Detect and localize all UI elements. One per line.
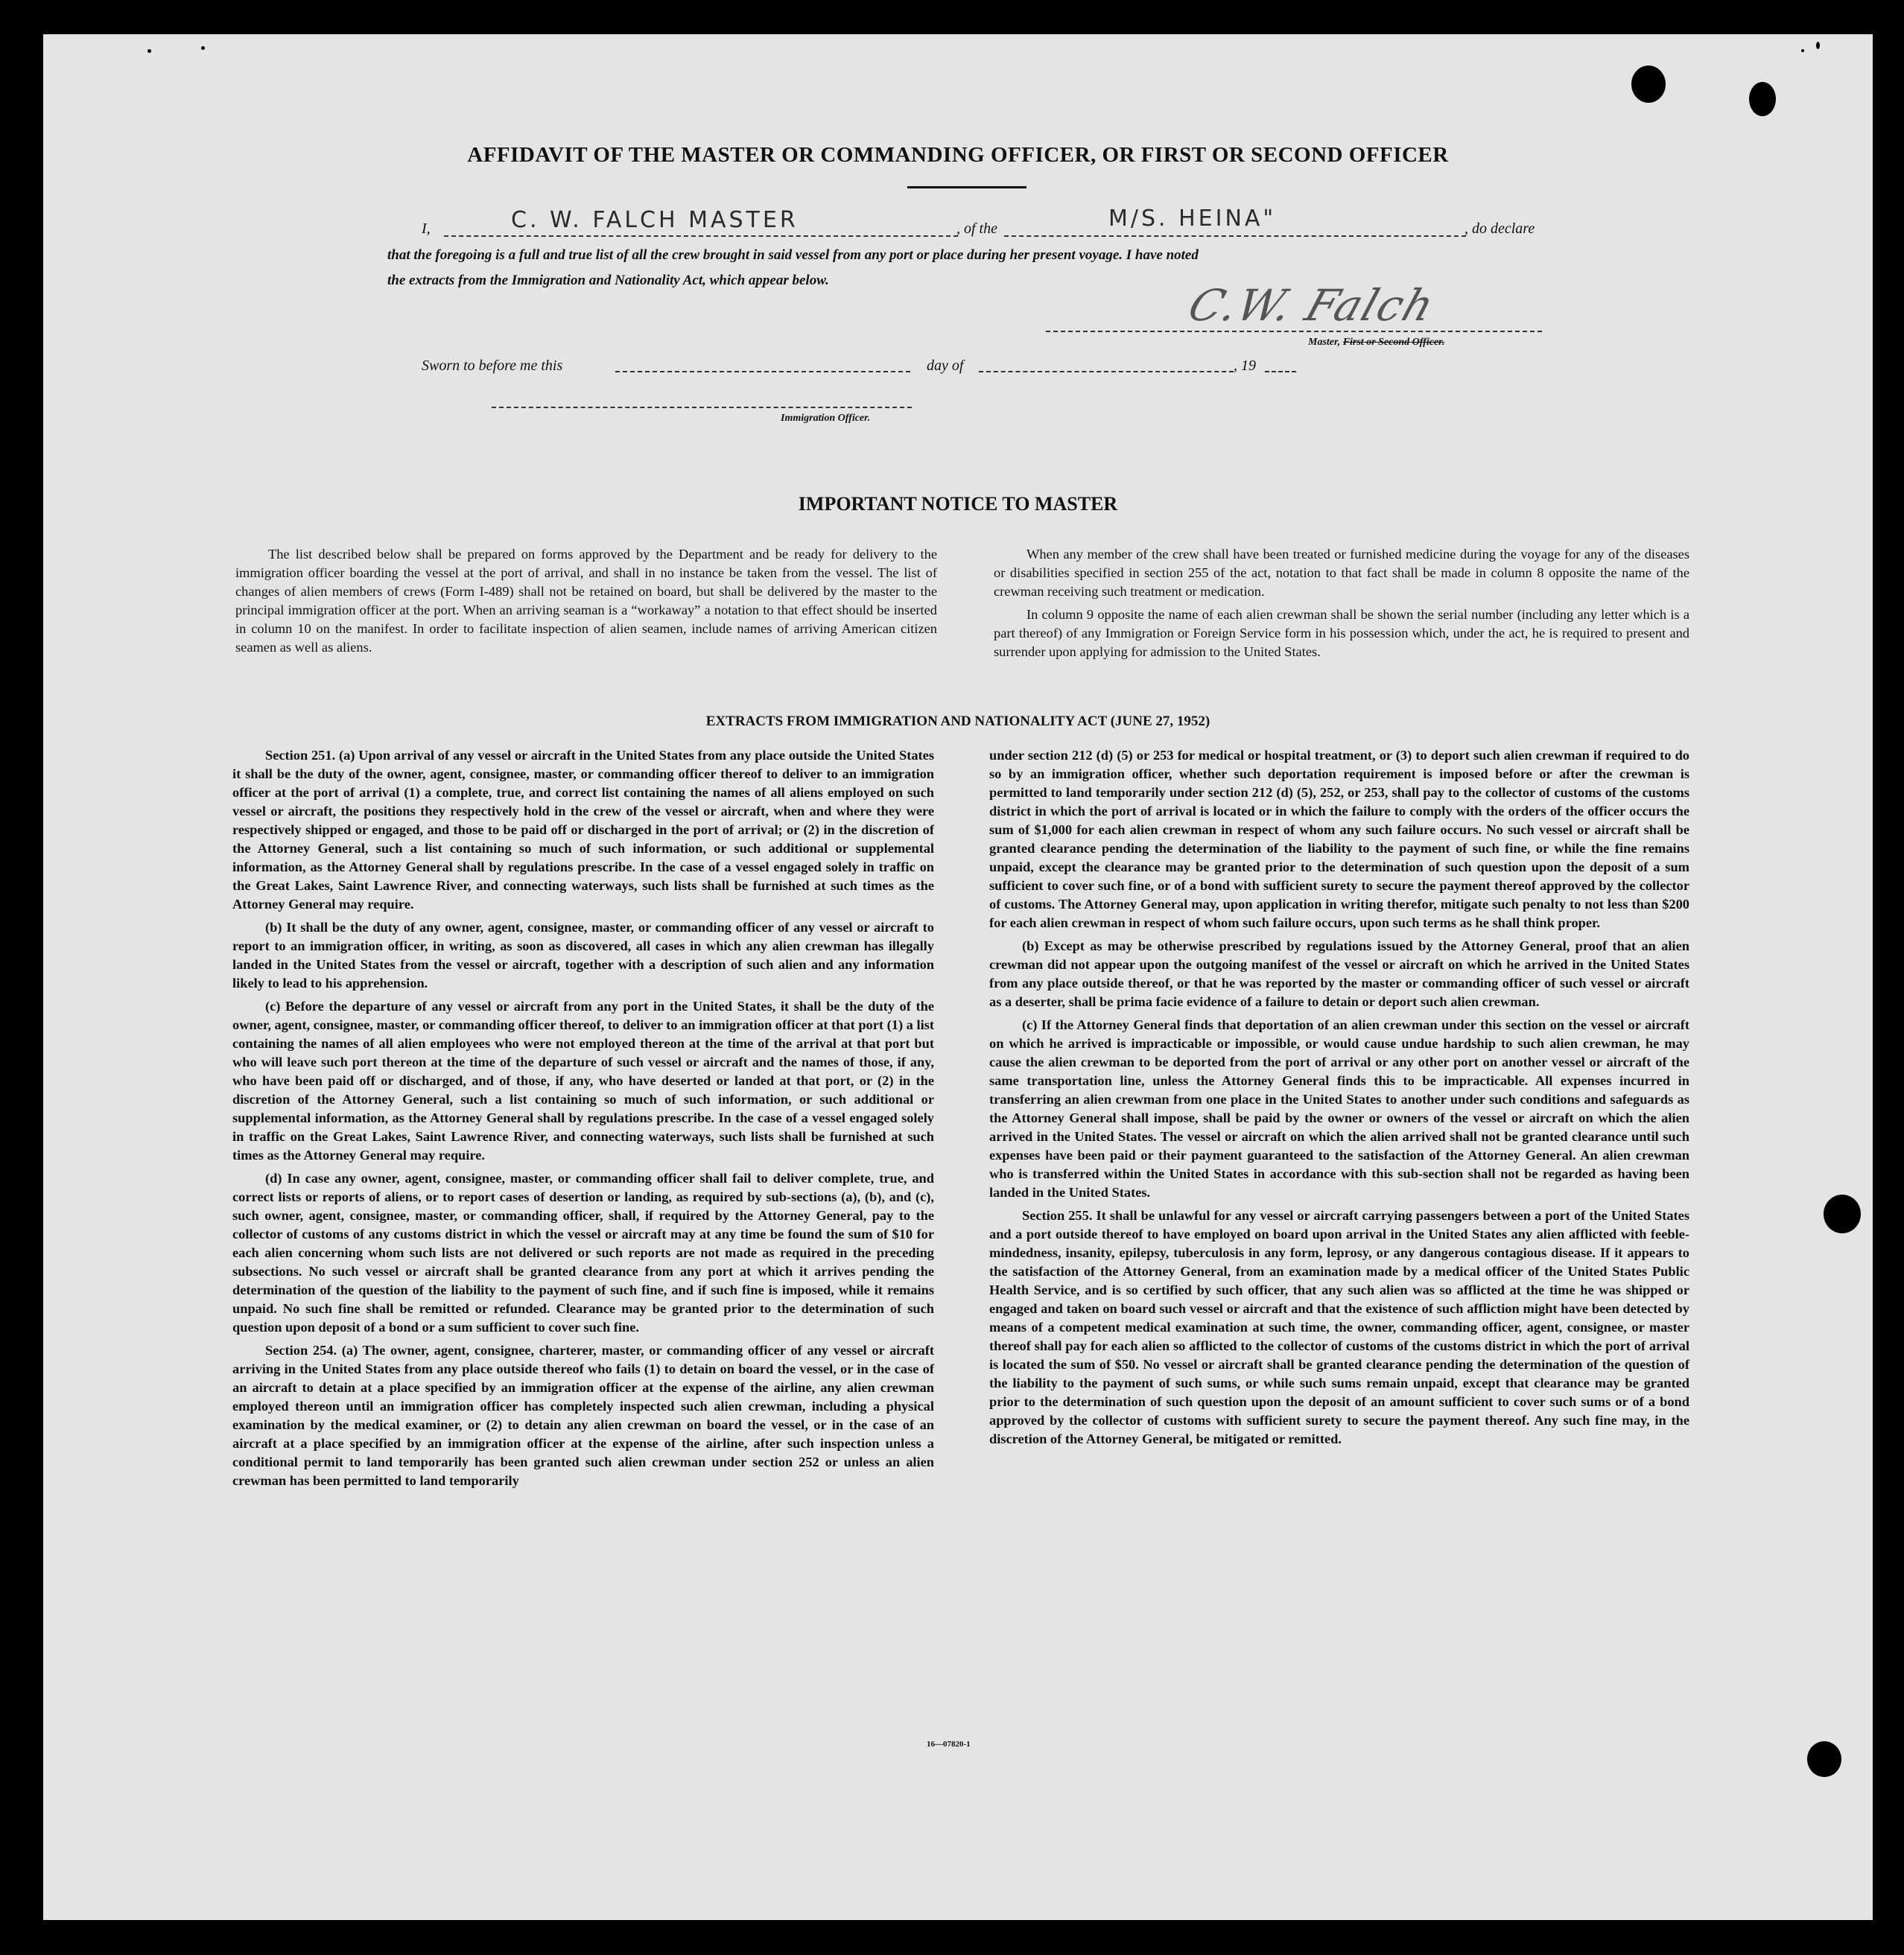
year-line: [1265, 371, 1296, 372]
punch-hole-top-right: [1631, 66, 1666, 103]
section-254-a-continued: under section 212 (d) (5) or 253 for medical or hospital treatment, or (3) to deport such alien crewman if required to do so by an immigration officer, whether such deportation requirement is imposed before or after the crewman is permitted to land temporarily under section 212 (d) (5), 252, or 253, shall pay to the collector of customs of the customs district in which the port of arrival is located or in which the failure to comply with the orders of the officer occurs the sum of $1,000 for each alien crewman in respect of whom any such failure occurs. No such vessel or aircraft shall be granted clearance pending the determination of the liability to the payment of such fine, or while the fine remains unpaid, except the clearance may be granted prior to the determination of such question upon the deposit of a sum sufficient to cover such fine, or of a bond with sufficient surety to secure the payment thereof approved by the collector of customs. The Attorney General may, upon application in writing therefor, mitigate such penalty to not less than $200 for each alien crewman in respect of whom such failure occurs, upon such terms as he shall think proper.: [989, 748, 1689, 930]
affidavit-title: AFFIDAVIT OF THE MASTER OR COMMANDING OFFICER, OR FIRST OR SECOND OFFICER: [467, 143, 1449, 167]
speck: [147, 49, 151, 53]
signature-line: [1046, 331, 1542, 332]
punch-hole-right-bottom: [1807, 1741, 1841, 1777]
day-of-label: day of: [927, 357, 964, 374]
year-label: , 19: [1234, 357, 1256, 374]
name-line: [444, 235, 958, 237]
notice-left-paragraph: The list described below shall be prepared on forms approved by the Department and be ready for delivery to the immigration officer boarding the vessel at the port of arrival, and shall in no instance be taken from the vessel. The list of changes of alien members of crews (Form I-489) shall not be retained on board, but shall be delivered by the master to the principal immigration officer at the port. When an arriving seaman is a “workaway” a notation to that effect should be inserted in column 10 on the manifest. In order to facilitate inspection of alien seamen, include names of arriving American citizen seamen as well as aliens.: [235, 547, 937, 655]
do-declare-label: , do declare: [1465, 220, 1535, 237]
signature-caption-struck: First or Second Officer.: [1342, 337, 1445, 348]
sworn-date-line: [615, 371, 910, 372]
declaration-line-1: that the foregoing is a full and true list of all the crew brought in said vessel from any port or place during her present voyage. I have noted: [387, 247, 1199, 263]
of-the-label: , of the: [956, 220, 997, 237]
section-251-a: Section 251. (a) Upon arrival of any vessel or aircraft in the United States from any place outside the United States it shall be the duty of the owner, agent, consignee, master, or commanding officer thereof to deliver to an immigration officer at the port of arrival (1) a complete, true, and correct list containing the names of all aliens employed on such vessel or aircraft, the positions they respectively hold in the crew of the vessel or aircraft, when and where they were respectively shipped or engaged, and those to be paid off or discharged in the port of arrival; or (2) in the discretion of the Attorney General, such a list containing so much of such information, or such additional or supplemental information, as the Attorney General shall by regulations prescribe. In the case of a vessel engaged solely in traffic on the Great Lakes, Saint Lawrence River, and connecting waterways, such lists shall be furnished at such times as the Attorney General may require.: [232, 748, 934, 912]
immigration-officer-label: Immigration Officer.: [781, 413, 871, 424]
master-signature: C.W. Falch: [1181, 280, 1442, 331]
extracts-left-column: [232, 746, 934, 1495]
section-251-c: (c) Before the departure of any vessel or aircraft from any port in the United States, it shall be the duty of the owner, agent, consignee, master, or commanding officer thereof, to deliver to an immigration officer at that port (1) a list containing the names of all alien employees who were not employed thereon at the time of the arrival at that port but who will leave such port thereon at the time of the departure of such vessel or aircraft and the names of those, if any, who have been paid off or discharged, and of those, if any, who have deserted or landed at that port, or (2) in the discretion of the Attorney General, such a list containing so much of such information, or such additional or supplemental information, as the Attorney General shall by regulations prescribe. In the case of a vessel engaged solely in traffic on the Great Lakes, Saint Lawrence River, and connecting waterways, such lists shall be furnished at such times as the Attorney General may require.: [232, 999, 934, 1163]
punch-hole-top-right-2: [1749, 82, 1776, 116]
sworn-label: Sworn to before me this: [422, 357, 563, 374]
notice-heading: IMPORTANT NOTICE TO MASTER: [798, 493, 1118, 515]
section-254-b: (b) Except as may be otherwise prescribed by regulations issued by the Attorney General, proof that an alien crewman did not appear upon the outgoing manifest of the vessel or aircraft on which he arrived in the United States from any place outside thereof, or that he was reported by the master or commanding officer of such vessel or aircraft as a deserter, shall be prima facie evidence of a failure to detain or deport such alien crewman.: [989, 938, 1689, 1009]
extracts-heading: EXTRACTS FROM IMMIGRATION AND NATIONALITY ACT (JUNE 27, 1952): [705, 713, 1210, 729]
form-code: 16—07820-1: [927, 1740, 971, 1749]
immigration-officer-line: [492, 407, 912, 408]
section-251-d: (d) In case any owner, agent, consignee, master, or commanding officer shall fail to deliver complete, true, and correct lists or reports of aliens, or to report cases of desertion or landing, as required by sub-sections (a), (b), and (c), such owner, agent, consignee, master, or commanding officer, shall, if required by the Attorney General, pay to the collector of customs of any customs district in which the vessel or aircraft may at any time be found the sum of $10 for each alien concerning whom such lists are not delivered or such reports are not made as required in the preceding subsections. No such vessel or aircraft shall be granted clearance from any port at which it arrives pending the determination of the question of the liability to the payment of such fine, and if such fine is imposed, while it remains unpaid. No such fine shall be remitted or refunded. Clearance may be granted prior to the determination of such question upon deposit of a bond or a sum sufficient to cover such fine.: [232, 1171, 934, 1335]
punch-hole-right-middle: [1824, 1195, 1861, 1233]
i-label: I,: [422, 220, 431, 237]
section-251-b: (b) It shall be the duty of any owner, agent, consignee, master, or commanding officer of any vessel or aircraft to report to an immigration officer, in writing, as soon as discovered, all cases in which any alien crewman has illegally landed in the United States from the vessel or aircraft, together with a description of such alien and any information likely to lead to his apprehension.: [232, 920, 934, 991]
notice-left-column: [235, 545, 937, 661]
section-254-a: Section 254. (a) The owner, agent, consignee, charterer, master, or commanding officer of any vessel or aircraft arriving in the United States from any place outside thereof who fails (1) to detain on board the vessel, or in the case of an aircraft to detain at a place specified by an immigration officer at the expense of the airline, any alien crewman employed thereon until an immigration officer has completely inspected such alien crewman, including a physical examination by the medical examiner, or (2) to detain any alien crewman on board the vessel, or in the case of an aircraft at a place specified by an immigration officer at the expense of the airline, after such inspection unless a conditional permit to land temporarily has been granted such alien crewman under section 252 or unless an alien crewman has been permitted to land temporarily: [232, 1343, 934, 1488]
notice-right-column: [994, 545, 1689, 666]
notice-right-paragraph-2: In column 9 opposite the name of each alien crewman shall be shown the serial number (including any letter which is a part thereof) of any Immigration or Foreign Service form in his possession which, under the act, he is required to present and surrender upon applying for admission to the United States.: [994, 607, 1689, 659]
speck: [1816, 42, 1820, 49]
signature-caption: [1308, 337, 1444, 349]
master-name-handwritten: C. W. FALCH MASTER: [511, 207, 799, 233]
vessel-line: [1004, 235, 1466, 237]
section-254-c: (c) If the Attorney General finds that deportation of an alien crewman under this section on the vessel or aircraft on which he arrived is impracticable or impossible, or would cause undue hardship to such alien crewman, he may cause the alien crewman to be deported from the port of arrival or any other port on another vessel or aircraft of the same transportation line, unless the Attorney General finds this to be impracticable. All expenses incurred in transferring an alien crewman from one place in the United States to another under such conditions and safeguards as the Attorney General shall impose, shall be paid by the owner or owners of the vessel or aircraft on which the alien arrived in the United States. The vessel or aircraft on which the alien arrived shall not be granted clearance until such expenses have been paid or their payment guaranteed to the satisfaction of the Attorney General. An alien crewman who is transferred within the United States in accordance with this sub-section shall not be regarded as having been landed in the United States.: [989, 1017, 1689, 1200]
section-255: Section 255. It shall be unlawful for any vessel or aircraft carrying passengers between a port of the United States and a port outside thereof to have employed on board upon arrival in the United States any alien afflicted with feeble-mindedness, insanity, epilepsy, tuberculosis in any form, leprosy, or any dangerous contagious disease. If it appears to the satisfaction of the Attorney General, from an examination made by a medical officer of the United States Public Health Service, and is so certified by such officer, that any such alien was so afflicted at the time he was shipped or engaged and taken on board such vessel or aircraft and that the existence of such affliction might have been detected by means of a competent medical examination at such time, the owner, commanding officer, agent, consignee, or master thereof shall pay for each alien so afflicted to the collector of customs of the customs district in which the port of arrival is located the sum of $50. No vessel or aircraft shall be granted clearance pending the determination of the question of the liability to the payment of such sums, or while such sums remain unpaid, except that clearance may be granted prior to the determination of such question upon the deposit of an amount sufficient to cover such sums or of a bond approved by the collector of customs with sufficient surety to secure the payment thereof. Any such fine may, in the discretion of the Attorney General, be mitigated or remitted.: [989, 1208, 1689, 1446]
notice-right-paragraph-1: When any member of the crew shall have been treated or furnished medicine during the voyage for any of the diseases or disabilities specified in section 255 of the act, notation to that fact shall be made in column 8 opposite the name of the crewman receiving such treatment or medication.: [994, 547, 1689, 599]
speck: [1801, 49, 1804, 52]
signature-caption-master: Master,: [1308, 337, 1343, 348]
title-rule: [907, 186, 1026, 188]
document-page: [43, 34, 1873, 1920]
speck: [201, 46, 205, 50]
extracts-right-column: [989, 746, 1689, 1453]
vessel-name-handwritten: M/S. HEINA": [1108, 206, 1277, 232]
month-line: [979, 371, 1234, 372]
declaration-line-2: the extracts from the Immigration and Nationality Act, which appear below.: [387, 273, 829, 288]
